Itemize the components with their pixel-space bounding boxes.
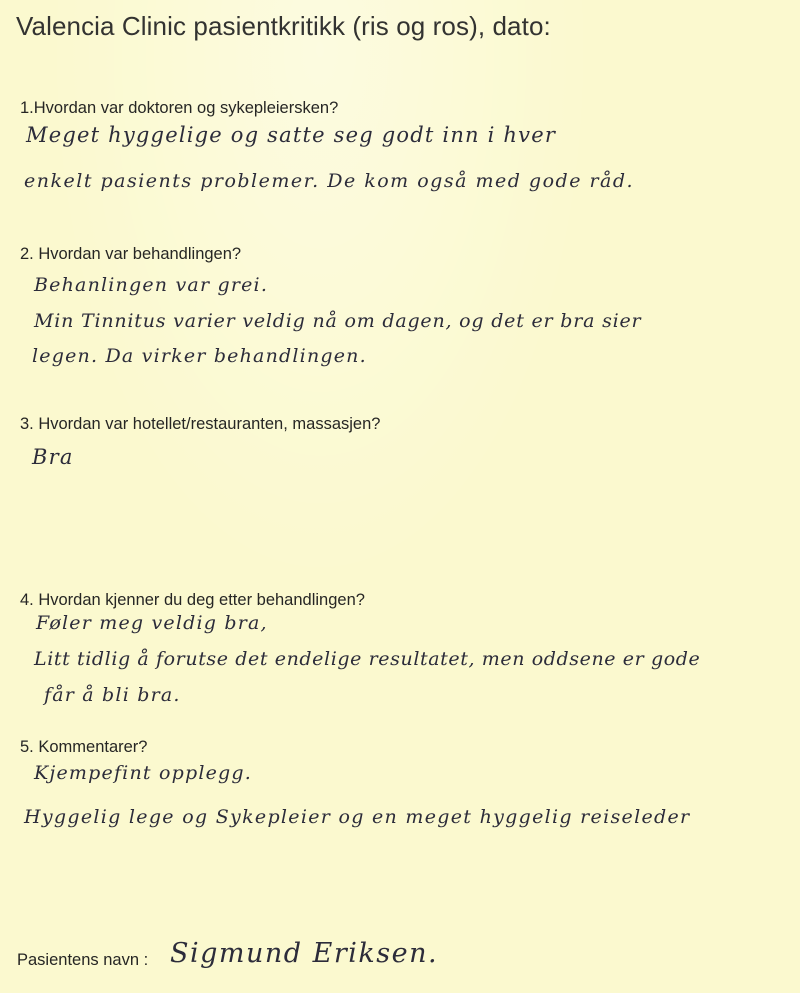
- answer-2-line-2: Min Tinnitus varier veldig nå om dagen, og det er bra sier: [34, 310, 642, 332]
- question-5-label: 5. Kommentarer?: [20, 738, 148, 756]
- answer-1-line-2: enkelt pasients problemer. De kom også med gode råd.: [24, 170, 635, 192]
- patient-name-label: Pasientens navn :: [17, 951, 149, 969]
- answer-4-line-3: får å bli bra.: [44, 684, 181, 706]
- answer-4-line-2: Litt tidlig å forutse det endelige resultatet, men oddsene er gode: [34, 648, 701, 670]
- question-1-label: 1.Hvordan var doktoren og sykepleiersken?: [20, 99, 339, 117]
- answer-5-line-2: Hyggelig lege og Sykepleier og en meget hyggelig reiseleder: [24, 806, 691, 828]
- answer-2-line-1: Behanlingen var grei.: [34, 274, 269, 296]
- form-title: Valencia Clinic pasientkritikk (ris og ros), dato:: [16, 11, 551, 41]
- answer-4-line-1: Føler meg veldig bra,: [36, 612, 268, 634]
- answer-5-line-1: Kjempefint opplegg.: [34, 762, 253, 784]
- answer-1-line-1: Meget hyggelige og satte seg godt inn i hver: [26, 123, 557, 147]
- answer-3-line-1: Bra: [32, 445, 74, 469]
- question-2-label: 2. Hvordan var behandlingen?: [20, 245, 242, 263]
- answer-2-line-3: legen. Da virker behandlingen.: [32, 345, 367, 367]
- question-4-label: 4. Hvordan kjenner du deg etter behandlingen?: [20, 591, 365, 609]
- patient-name-signature: Sigmund Eriksen.: [170, 938, 439, 969]
- question-3-label: 3. Hvordan var hotellet/restauranten, massasjen?: [20, 415, 381, 433]
